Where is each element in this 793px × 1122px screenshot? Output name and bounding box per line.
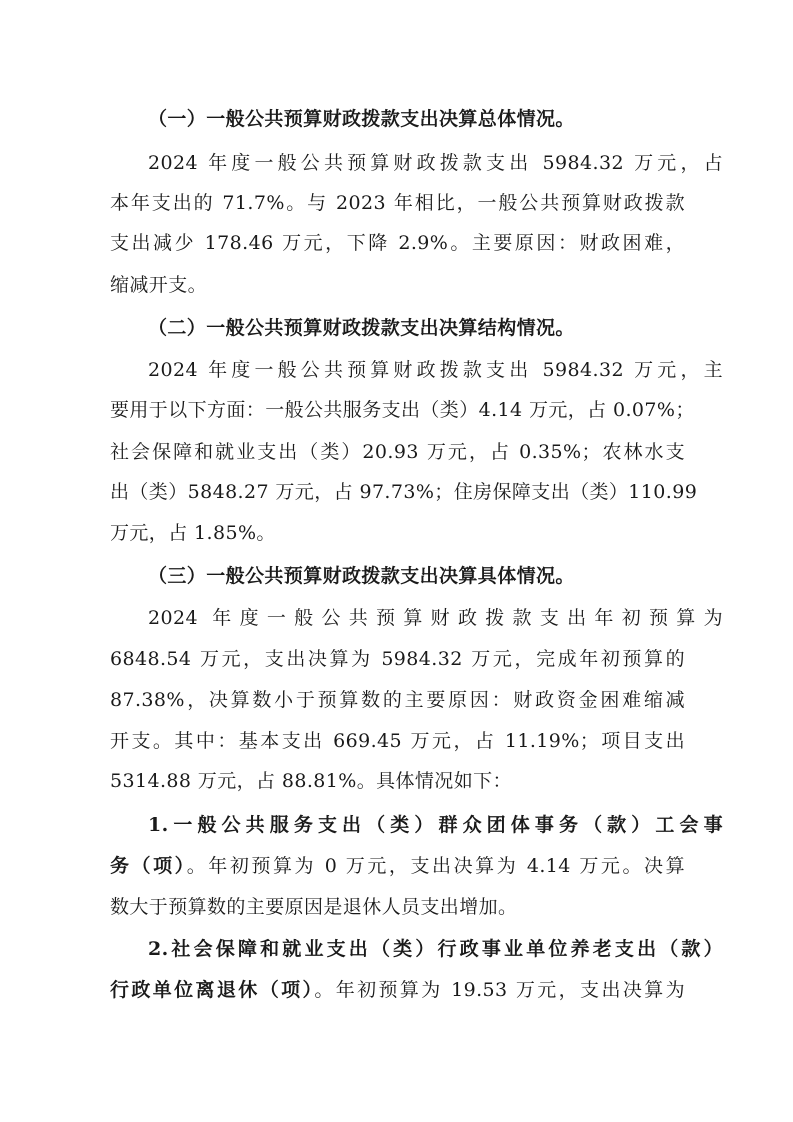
- section3-line: 2024 年度一般公共预算财政拨款支出年初预算为: [148, 607, 723, 629]
- section2-line: 社会保障和就业支出（类）20.93 万元，占 0.35%；农林水支: [110, 441, 685, 463]
- section3-line: 6848.54 万元，支出决算为 5984.32 万元，完成年初预算的: [110, 648, 685, 670]
- item2-line: [110, 977, 685, 1003]
- item1-line: [110, 853, 685, 879]
- item1-line: 数大于预算数的主要原因是退休人员支出增加。: [110, 896, 518, 918]
- section3-line: 5314.88 万元，占 88.81%。具体情况如下：: [110, 770, 512, 792]
- section1-line: 本年支出的 71.7%。与 2023 年相比，一般公共预算财政拨款: [110, 192, 685, 214]
- item2-title-continued: 行政单位离退休（项）: [110, 979, 315, 1001]
- section3-heading: （三）一般公共预算财政拨款支出决算具体情况。: [148, 565, 575, 587]
- section1-line: 支出减少 178.46 万元，下降 2.9%。主要原因：财政困难，: [110, 232, 685, 254]
- section2-line: 出（类）5848.27 万元，占 97.73%；住房保障支出（类）110.99: [110, 481, 698, 503]
- section1-heading: （一）一般公共预算财政拨款支出决算总体情况。: [148, 108, 575, 130]
- section2-heading: （二）一般公共预算财政拨款支出决算结构情况。: [148, 317, 575, 339]
- section2-line: 要用于以下方面：一般公共服务支出（类）4.14 万元，占 0.07%；: [110, 399, 695, 421]
- item1-title-continued: 务（项）: [110, 855, 187, 877]
- item2-text: 。年初预算为 19.53 万元，支出决算为: [314, 979, 685, 1001]
- item2-title: 2.社会保障和就业支出（类）行政事业单位养老支出（款）: [148, 938, 723, 960]
- section2-line: 万元，占 1.85%。: [110, 522, 276, 544]
- section1-line: 缩减开支。: [110, 274, 208, 296]
- section3-line: 开支。其中：基本支出 669.45 万元，占 11.19%；项目支出: [110, 730, 685, 752]
- section3-line: 87.38%，决算数小于预算数的主要原因：财政资金困难缩减: [110, 689, 685, 711]
- item1-text: 。年初预算为 0 万元，支出决算为 4.14 万元。决算: [186, 855, 685, 877]
- item1-title: 1.一般公共服务支出（类）群众团体事务（款）工会事: [148, 814, 723, 836]
- section2-line: 2024 年度一般公共预算财政拨款支出 5984.32 万元，主: [148, 359, 723, 381]
- section1-line: 2024 年度一般公共预算财政拨款支出 5984.32 万元，占: [148, 152, 723, 174]
